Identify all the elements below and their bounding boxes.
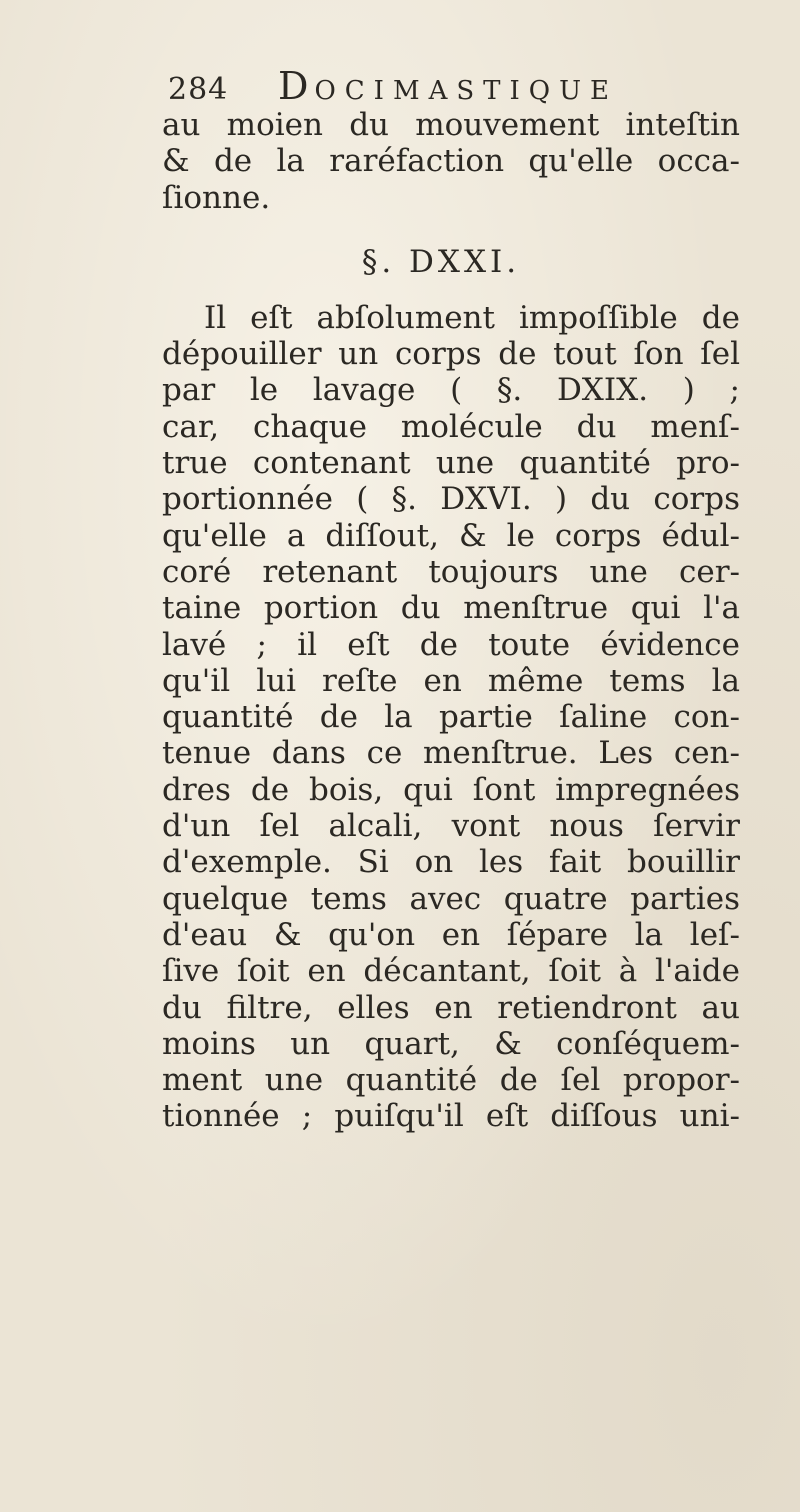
text-line: tionnée ; puiſqu'il eſt diſſous uni- <box>162 1098 740 1135</box>
page-header <box>168 62 688 110</box>
text-line: qu'elle a diſſout, & le corps édul- <box>162 517 740 554</box>
page-number: 284 <box>168 72 229 107</box>
text-line: dépouiller un corps de tout ſon ſel <box>162 336 740 373</box>
running-head <box>278 64 618 108</box>
text-line: lavé ; il eſt de toute évidence <box>162 626 740 663</box>
text-line: taine portion du menſtrue qui l'a <box>162 590 740 627</box>
text-line: d'un ſel alcali, vont nous ſervir <box>162 808 740 845</box>
text-line: tenue dans ce menſtrue. Les cen- <box>162 735 740 772</box>
text-line: ſionne. <box>162 179 271 216</box>
text-line: quantité de la partie ſaline con- <box>162 699 740 736</box>
text-line: Il eſt abſolument impoſſible de <box>204 299 740 336</box>
text-line: portionnée ( §. DXVI. ) du corps <box>162 481 740 518</box>
text-line: d'eau & qu'on en ſépare la leſ- <box>162 916 740 953</box>
section-heading: §. DXXI. <box>361 243 521 280</box>
text-line: d'exemple. Si on les fait bouillir <box>162 844 740 881</box>
running-head-initial: D <box>278 64 315 108</box>
text-line: ment une quantité de ſel propor- <box>162 1062 740 1099</box>
text-line: moins un quart, & conſéquem- <box>162 1025 740 1062</box>
text-line: coré retenant toujours une cer- <box>162 553 740 590</box>
text-line: par le lavage ( §. DXIX. ) ; <box>162 372 740 409</box>
text-line: quelque tems avec quatre parties <box>162 880 740 917</box>
text-line: true contenant une quantité pro- <box>162 445 740 482</box>
text-line: & de la raréfaction qu'elle occa- <box>162 143 740 180</box>
text-line: du filtre, elles en retiendront au <box>162 989 740 1026</box>
text-line: qu'il lui reſte en même tems la <box>162 662 740 699</box>
text-line: car, chaque molécule du menſ- <box>162 408 740 445</box>
body-text <box>162 107 740 1135</box>
running-head-rest: OCIMASTIQUE <box>314 76 618 106</box>
text-line: ſive ſoit en décantant, ſoit à l'aide <box>162 953 740 990</box>
text-line: au moien du mouvement inteſtin <box>162 107 740 143</box>
text-line: dres de bois, qui ſont impregnées <box>162 771 740 808</box>
